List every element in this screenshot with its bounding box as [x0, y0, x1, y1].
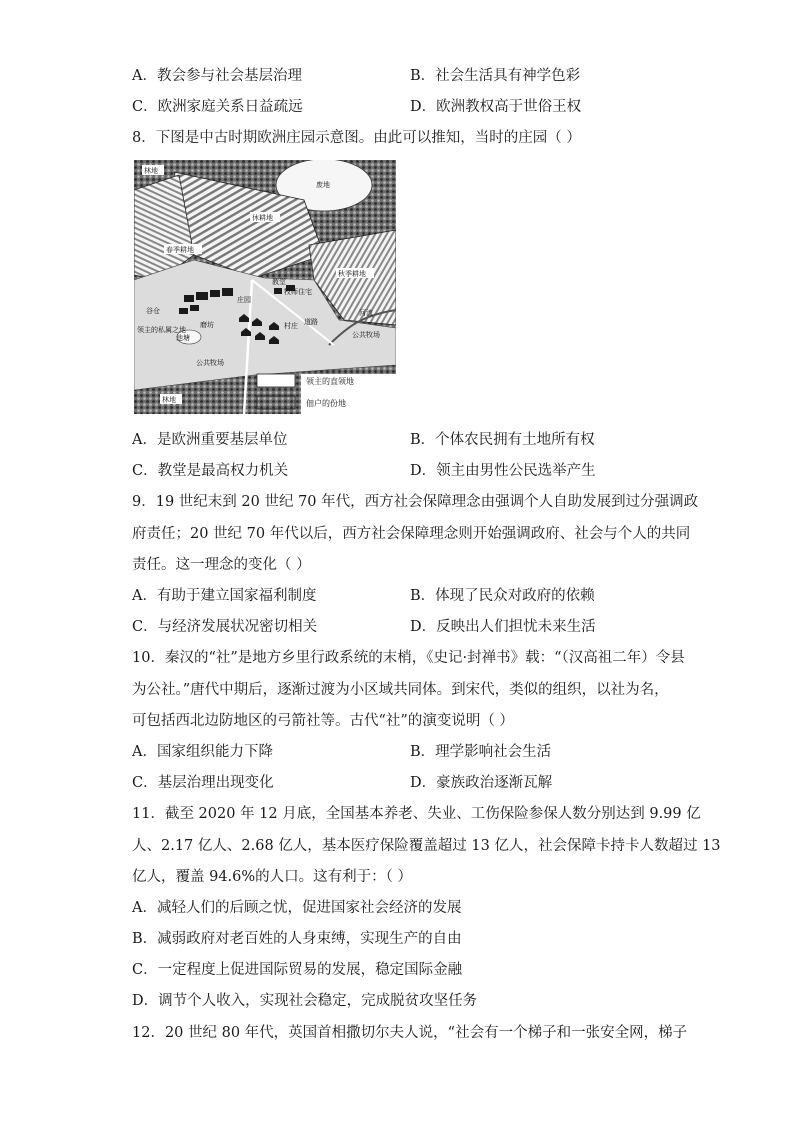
legend-tenant-swatch — [257, 396, 295, 409]
q9-line-3: 责任。这一理念的变化（ ） — [132, 557, 311, 573]
label-wasteland: 废地 — [316, 181, 330, 189]
q8-option-a: A．是欧洲重要基层单位 — [132, 432, 288, 448]
q8-option-b: B．个体农民拥有土地所有权 — [410, 432, 595, 448]
label-priest: 牧师住宅 — [284, 288, 312, 296]
label-autumn: 秋季耕地 — [338, 270, 366, 278]
q7-option-a: A．教会参与社会基层治理 — [132, 68, 302, 84]
label-granary: 谷仓 — [146, 307, 160, 315]
q11-option-c: C．一定程度上促进国际贸易的发展，稳定国际金融 — [132, 962, 463, 978]
q8-stem: 8．下图是中古时期欧洲庄园示意图。由此可以推知，当时的庄园（ ） — [132, 130, 581, 146]
q10-line-3: 可包括西北边防地区的弓箭社等。古代“社”的演变说明（ ） — [132, 713, 514, 729]
q9-option-c: C．与经济发展状况密切相关 — [132, 619, 318, 635]
q11-line-3: 亿人，覆盖 94.6%的人口。这有利于：（ ） — [132, 869, 413, 885]
q9-line-1: 9．19 世纪末到 20 世纪 70 年代，西方社会保障理念由强调个人自助发展到过分强调政 — [132, 494, 699, 510]
q10-line-2: 为公社。”唐代中期后，逐渐过渡为小区域共同体。到宋代，类似的组织，以社为名， — [132, 682, 669, 698]
q10-option-d: D．豪族政治逐渐瓦解 — [410, 775, 553, 791]
q9-option-a: A．有助于建立国家福利制度 — [132, 588, 317, 604]
q9-line-2: 府责任；20 世纪 70 年代以后，西方社会保障理念则开始强调政府、社会与个人的共同 — [132, 526, 691, 542]
q7-option-d: D．欧洲教权高于世俗王权 — [410, 99, 582, 115]
q9-option-b: B．体现了民众对政府的依赖 — [410, 588, 595, 604]
q11-option-b: B．减弱政府对老百姓的人身束缚，实现生产的自由 — [132, 931, 462, 947]
label-lord-land: 领主的私属之地 — [137, 326, 186, 334]
q9-option-d: D．反映出人们担忧未来生活 — [410, 619, 596, 635]
q11-option-a: A．减轻人们的后顾之忧，促进国家社会经济的发展 — [132, 900, 462, 916]
legend-demesne-swatch — [257, 374, 295, 387]
q10-option-c: C．基层治理出现变化 — [132, 775, 274, 791]
q10-line-1: 10．秦汉的“社”是地方乡里行政系统的末梢，《史记·封禅书》载：“（汉高祖二年）令县 — [132, 650, 685, 666]
q8-option-c: C．教堂是最高权力机关 — [132, 463, 289, 479]
label-pasture1: 公共牧场 — [352, 331, 380, 339]
label-church: 教堂 — [272, 278, 286, 286]
q11-option-d: D．调节个人收入，实现社会稳定，完成脱贫攻坚任务 — [132, 993, 478, 1009]
q10-option-a: A．国家组织能力下降 — [132, 744, 273, 760]
label-forest1: 林地 — [144, 167, 158, 175]
label-forest2: 林地 — [162, 396, 176, 404]
q11-line-1: 11．截至 2020 年 12 月底，全国基本养老、失业、工伤保险参保人数分别达到 9.99 亿 — [132, 806, 701, 822]
manor-map-figure — [134, 160, 396, 414]
q7-option-c: C．欧洲家庭关系日益疏远 — [132, 99, 303, 115]
q10-option-b: B．理学影响社会生活 — [410, 744, 552, 760]
label-manor: 庄园 — [237, 296, 251, 304]
label-legend-demesne: 领主的直领地 — [306, 377, 354, 386]
label-spring: 春季耕地 — [166, 246, 194, 254]
q8-option-d: D．领主由男性公民选举产生 — [410, 463, 596, 479]
q7-option-b: B．社会生活具有神学色彩 — [410, 68, 581, 84]
label-pond: 池塘 — [176, 334, 190, 342]
label-village: 村庄 — [284, 322, 298, 330]
label-mill: 磨坊 — [200, 321, 214, 329]
q11-line-2: 人、2.17 亿人、2.68 亿人，基本医疗保险覆盖超过 13 亿人，社会保障卡持卡人数超过 13 — [132, 838, 721, 854]
label-road: 道路 — [304, 318, 318, 326]
manor-map-svg — [134, 160, 396, 414]
label-legend-tenant: 佃户的份地 — [306, 399, 346, 408]
q12-line-1: 12．20 世纪 80 年代，英国首相撒切尔夫人说，“社会有一个梯子和一张安全网，梯子 — [132, 1025, 688, 1041]
label-river: 河流 — [359, 309, 373, 317]
label-pasture2: 公共牧场 — [196, 359, 224, 367]
label-fallow: 休耕地 — [252, 214, 273, 222]
